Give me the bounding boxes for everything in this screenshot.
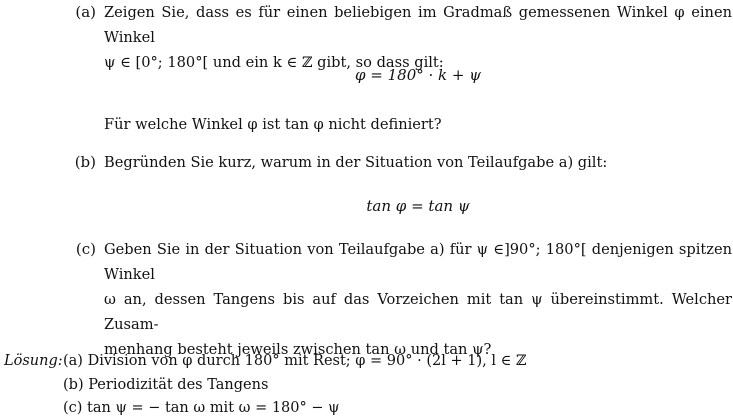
task-b-text: Begründen Sie kurz, warum in der Situation von Teilaufgabe a) gilt: [104, 154, 608, 171]
task-c-label: (c) [75, 240, 96, 258]
solution-line-c: (c) tan ψ = − tan ω mit ω = 180° − ψ [63, 400, 340, 416]
task-c-text [104, 237, 732, 362]
solution-label: Lösung: [4, 353, 63, 369]
task-a-label: (a) [75, 3, 96, 21]
task-c-line-1: Geben Sie in der Situation von Teilaufgabe a) für ψ ∈]90°; 180°[ denjenigen spitzen Winkel [104, 241, 732, 283]
task-b-label: (b) [74, 153, 96, 171]
solution-line-b: (b) Periodizität des Tangens [63, 377, 269, 393]
task-c-line-3: menhang besteht jeweils zwischen tan ω und tan ψ? [104, 341, 492, 358]
task-a-formula: φ = 180° · k + ψ [355, 66, 481, 84]
task-b-formula: tan φ = tan ψ [366, 197, 470, 215]
task-c-line-2: ω an, dessen Tangens bis auf das Vorzeichen mit tan ψ übereinstimmt. Welcher Zusam- [104, 291, 732, 333]
task-a-line-2: ψ ∈ [0°; 180°[ und ein k ∈ ℤ gibt, so dass gilt: [104, 54, 444, 71]
task-a-question: Für welche Winkel φ ist tan φ nicht definiert? [104, 116, 442, 133]
task-a-line-1: Zeigen Sie, dass es für einen beliebigen im Gradmaß gemessenen Winkel φ einen Winkel [104, 4, 732, 46]
solution-line-a: (a) Division von φ durch 180° mit Rest; φ = 90° · (2l + 1), l ∈ ℤ [63, 353, 527, 369]
